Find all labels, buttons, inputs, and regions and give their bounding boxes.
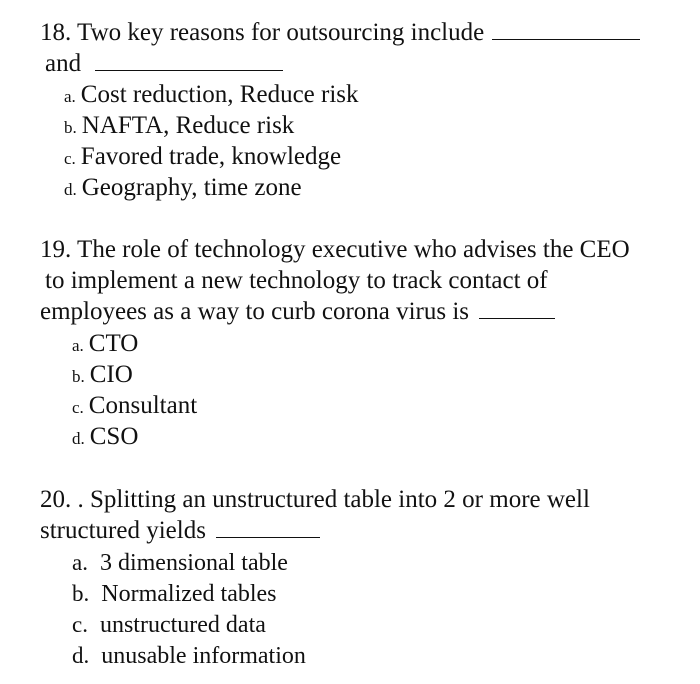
question-20-line-1 — [40, 484, 590, 515]
option-text: unusable information — [101, 643, 306, 669]
question-19-option-d — [72, 421, 138, 454]
option-letter: d. — [72, 429, 85, 448]
question-18-text-2: and — [45, 50, 82, 77]
option-text: Favored trade, knowledge — [80, 143, 342, 170]
question-20-line-2 — [40, 515, 320, 546]
question-20-option-d — [72, 640, 306, 672]
question-18-option-a — [64, 79, 359, 112]
option-text: CTO — [88, 330, 139, 357]
option-letter: a. — [72, 336, 84, 355]
answer-blank — [479, 317, 555, 319]
option-text: Normalized tables — [101, 581, 277, 607]
option-letter: c. — [72, 398, 84, 417]
question-19-line-3 — [40, 296, 555, 327]
option-letter: d. — [64, 180, 77, 199]
question-20-option-c — [72, 609, 266, 641]
question-18-option-c — [64, 141, 341, 174]
option-text: unstructured data — [99, 612, 266, 638]
option-text: Geography, time zone — [81, 174, 302, 201]
question-19-option-c — [72, 390, 197, 423]
question-19-option-b — [72, 359, 133, 392]
option-text: Consultant — [88, 392, 198, 419]
question-19-text-3: employees as a way to curb corona virus is — [40, 298, 470, 325]
question-19-option-a — [72, 328, 138, 361]
answer-blank — [216, 536, 320, 538]
option-letter: d. — [72, 643, 90, 668]
question-20-option-a — [72, 547, 288, 579]
question-20-text-2: structured yields — [40, 517, 206, 544]
question-20-option-b — [72, 578, 277, 610]
question-20-text-1: 20. . Splitting an unstructured table into 2 or more well — [40, 486, 590, 513]
option-letter: a. — [72, 550, 88, 575]
question-18-option-b — [64, 110, 294, 143]
option-letter: a. — [64, 87, 76, 106]
option-text: Cost reduction, Reduce risk — [80, 81, 359, 108]
question-18-line-2 — [45, 48, 283, 79]
option-text: CSO — [89, 423, 139, 450]
question-19-text-2: to implement a new technology to track contact of — [45, 267, 548, 294]
option-letter: c. — [64, 149, 76, 168]
question-19-line-2 — [45, 265, 548, 296]
option-letter: b. — [64, 118, 77, 137]
option-letter: c. — [72, 612, 88, 637]
question-19-text-1: 19. The role of technology executive who advises the CEO — [40, 236, 630, 263]
question-19-line-1 — [40, 234, 630, 265]
answer-blank — [95, 69, 283, 71]
option-letter: b. — [72, 581, 90, 606]
question-18-line-1 — [40, 17, 640, 48]
option-text: CIO — [89, 361, 133, 388]
option-text: 3 dimensional table — [99, 550, 288, 576]
option-letter: b. — [72, 367, 85, 386]
question-18-text-1: 18. Two key reasons for outsourcing include — [40, 19, 485, 46]
answer-blank — [492, 38, 640, 40]
question-18-option-d — [64, 172, 302, 205]
option-text: NAFTA, Reduce risk — [81, 112, 295, 139]
